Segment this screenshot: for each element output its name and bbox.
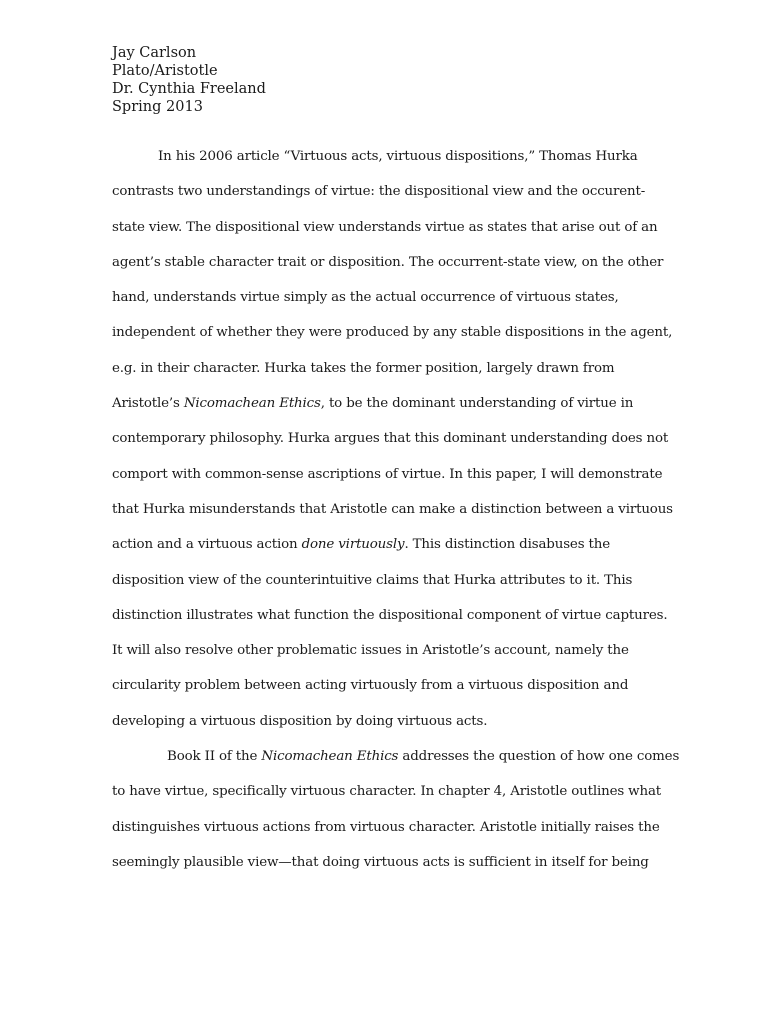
text-run: circularity problem between acting virtuously from a virtuous disposition and [112,678,629,694]
paragraph [112,746,680,887]
document-body [112,146,680,887]
text-run: distinguishes virtuous actions from virtuous character. Aristotle initially raises the [112,819,660,835]
text-run: distinction illustrates what function the dispositional component of virtue captures. [112,607,668,623]
text-line [112,322,672,357]
text-line [112,146,672,181]
text-line [112,428,672,463]
document-header [112,44,266,116]
text-run: e.g. in their character. Hurka takes the former position, largely drawn from [112,360,615,376]
instructor-name: Dr. Cynthia Freeland [112,81,266,97]
text-line [112,217,672,252]
text-run: Book II of the [167,749,262,765]
text-line [112,570,672,605]
text-run: agent’s stable character trait or disposition. The occurrent-state view, on the other [112,254,664,270]
text-line [112,675,672,710]
text-line [112,852,672,887]
text-run: Aristotle’s [112,396,184,412]
text-line [112,746,680,781]
italic-text: done virtuously [301,537,405,553]
text-line [112,358,672,393]
text-run: disposition view of the counterintuitive claims that Hurka attributes to it. This [112,572,633,588]
text-run: developing a virtuous disposition by doing virtuous acts. [112,713,488,729]
text-run: , to be the dominant understanding of virtue in [320,396,634,412]
text-line [112,393,672,428]
text-line [112,817,672,852]
course-name: Plato/Aristotle [112,63,218,79]
author-name: Jay Carlson [112,45,197,61]
text-line [112,711,672,746]
text-line [112,640,672,675]
text-run: seemingly plausible view—that doing virtuous acts is sufficient in itself for being [112,854,649,870]
text-run: contemporary philosophy. Hurka argues that this dominant understanding does not [112,431,669,447]
text-run: In his 2006 article “Virtuous acts, virtuous dispositions,” Thomas Hurka [158,149,638,164]
text-line [112,464,672,499]
text-run: addresses the question of how one comes [398,749,680,765]
text-run: contrasts two understandings of virtue: the dispositional view and the occurent- [112,184,646,200]
text-line [112,252,672,287]
text-line [112,287,672,322]
text-line [112,781,672,816]
text-run: state view. The dispositional view understands virtue as states that arise out of an [112,219,658,235]
text-line [112,534,672,569]
text-run: action and a virtuous action [112,537,302,553]
italic-text: Nicomachean Ethics [183,396,321,412]
text-run: hand, understands virtue simply as the actual occurrence of virtuous states, [112,290,619,306]
text-run: comport with common-sense ascriptions of virtue. In this paper, I will demonstrate [112,466,663,482]
text-run: It will also resolve other problematic issues in Aristotle’s account, namely the [112,643,629,659]
paragraph [112,146,672,746]
text-run: that Hurka misunderstands that Aristotle can make a distinction between a virtuous [112,501,673,517]
text-run: independent of whether they were produced by any stable dispositions in the agent, [112,325,673,341]
text-line [112,499,672,534]
text-run: to have virtue, specifically virtuous character. In chapter 4, Aristotle outlines what [112,784,662,800]
text-run: . This distinction disabuses the [404,537,610,553]
text-line [112,605,672,640]
italic-text: Nicomachean Ethics [261,749,399,765]
text-line [112,181,672,216]
term: Spring 2013 [112,99,203,115]
